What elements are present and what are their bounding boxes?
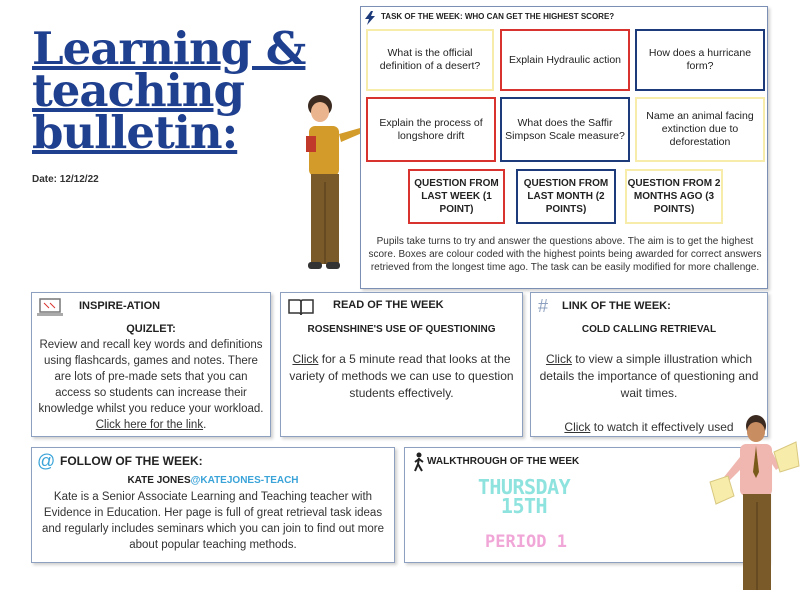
laptop-icon — [36, 298, 64, 318]
lightning-icon — [364, 11, 376, 25]
walkthrough-period: PERIOD 1 — [485, 532, 567, 552]
body-end: . — [203, 419, 207, 431]
task-header: TASK OF THE WEEK: WHO CAN GET THE HIGHEST SCORE? — [381, 12, 615, 21]
question-box: How does a hurricane form? — [635, 29, 765, 91]
video-link[interactable]: Click — [564, 420, 591, 434]
card-body — [537, 351, 761, 402]
page-title: Learning & teaching bulletin: — [32, 22, 306, 159]
card-heading: WALKTHROUGH OF THE WEEK — [427, 456, 580, 467]
legend-last-month: QUESTION FROM LAST MONTH (2 POINTS) — [516, 169, 616, 224]
follow-handle[interactable]: @KATEJONES-TEACH — [190, 475, 299, 486]
walkthrough-day: THURSDAY — [477, 475, 571, 499]
quizlet-link[interactable]: Click here for the link — [95, 419, 204, 431]
card-heading: INSPIRE-ATION — [79, 300, 161, 312]
walking-person-icon — [411, 452, 427, 472]
body-text: to watch it effectively used — [590, 420, 734, 434]
card-heading: LINK OF THE WEEK: — [562, 300, 671, 312]
question-box: What does the Saffir Simpson Scale measure? — [500, 97, 630, 162]
legend-last-week: QUESTION FROM LAST WEEK (1 POINT) — [408, 169, 505, 224]
follow-of-the-week-card — [31, 447, 395, 563]
card-subheading: QUIZLET: — [126, 323, 176, 335]
book-icon — [287, 297, 315, 317]
read-link[interactable]: Click — [292, 352, 319, 366]
task-description: Pupils take turns to try and answer the questions above. The aim is to get the highest score. Boxes are colour coded with the highest points being awarded for correct answers retrieved from the longest time ago. The task can be easily modified for more challenge. — [368, 236, 762, 273]
card-subheading: COLD CALLING RETRIEVAL — [581, 324, 717, 335]
card-body — [38, 337, 264, 433]
walkthrough-date: 15TH — [500, 494, 548, 518]
bulletin-date: Date: 12/12/22 — [32, 174, 99, 185]
question-box: Name an animal facing extinction due to deforestation — [635, 97, 765, 162]
question-box: Explain the process of longshore drift — [366, 97, 496, 162]
task-of-the-week-panel — [360, 6, 768, 289]
teacher-man-illustration — [700, 412, 800, 600]
card-heading: FOLLOW OF THE WEEK: — [60, 454, 203, 468]
legend-two-months-ago: QUESTION FROM 2 MONTHS AGO (3 POINTS) — [625, 169, 723, 224]
card-body — [287, 351, 516, 402]
card-heading: READ OF THE WEEK — [333, 299, 444, 311]
hashtag-icon: # — [538, 296, 549, 316]
body-text: Review and recall key words and definitions using flashcards, games and notes. There are lots of pre-made sets that you can access so students can increase their knowledge whilst you reduce your workload. — [38, 339, 264, 415]
illustration-link[interactable]: Click — [545, 352, 572, 366]
card-body: Kate is a Senior Associate Learning and Teaching teacher with Evidence in Education. Her page is full of great retrieval task ideas and regularly includes seminars which you can join to find out more about popular teaching methods. — [42, 491, 384, 551]
at-icon: @ — [37, 451, 56, 471]
body-text: for a 5 minute read that looks at the variety of methods we can use to question students effectively. — [289, 352, 514, 400]
body-text: to view a simple illustration which details the importance of questioning and wait times. — [539, 352, 759, 400]
follow-name: KATE JONES — [127, 475, 191, 486]
follow-name-line — [32, 475, 394, 486]
question-box: Explain Hydraulic action — [500, 29, 630, 91]
card-subheading: ROSENSHINE'S USE OF QUESTIONING — [307, 324, 496, 335]
question-box: What is the official definition of a desert? — [366, 29, 494, 91]
inspiration-card — [31, 292, 271, 437]
read-of-the-week-card — [280, 292, 523, 437]
